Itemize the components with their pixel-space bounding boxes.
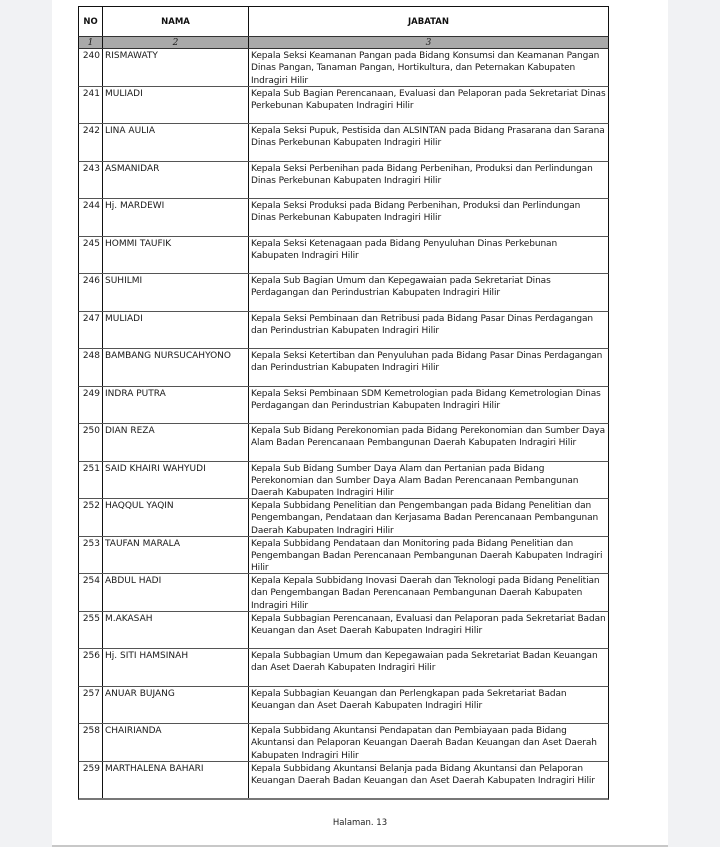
cell-no: 251 [79,462,103,499]
cell-no: 249 [79,387,103,424]
cell-nama: DIAN REZA [103,424,249,461]
cell-jabatan: Kepala Sub Bagian Umum dan Kepegawaian pada Sekretariat Dinas Perdagangan dan Perindustrian Kabupaten Indragiri Hilir [251,276,551,299]
cell-jabatan: Kepala Seksi Produksi pada Bidang Perbenihan, Produksi dan Perlindungan Dinas Perkebunan Kabupaten Indragiri Hilir [251,201,581,224]
cell-nama: MARTHALENA BAHARI [103,762,249,798]
cell-jabatan: Kepala Sub Bidang Sumber Daya Alam dan Pertanian pada Bidang Perekonomian dan Sumber Daya Alam Badan Perencanaan Pembangunan Daerah Kabupaten Indragiri Hilir [251,463,579,498]
cell-nama: RISMAWATY [103,49,249,86]
cell-jabatan: Kepala Kepala Subbidang Inovasi Daerah dan Teknologi pada Bidang Penelitian dan Pengembangan Badan Perencanaan Pembangunan Daerah Kabupaten Indragiri Hilir [251,576,600,611]
cell-nama: ANUAR BUJANG [103,687,249,724]
cell-nama: SUHILMI [103,274,249,311]
table-row [78,162,609,200]
cell-no: 258 [79,724,103,761]
cell-nama: M.AKASAH [103,612,249,649]
table-header [78,6,609,37]
table-row [78,237,609,275]
cell-nama: SAID KHAIRI WAHYUDI [103,462,249,499]
cell-no: 241 [79,87,103,124]
table-body [78,49,609,800]
cell-no: 247 [79,312,103,349]
cell-no: 248 [79,349,103,386]
table-row [78,574,609,612]
cell-jabatan: Kepala Subbidang Penelitian dan Pengembangan pada Bidang Penelitian dan Pengembangan, Pendataan dan Kerjasama Badan Perencanaan Pembangunan Daerah Kabupaten Indragiri Hilir [251,501,599,536]
table-row [78,649,609,687]
cell-nama: HOMMI TAUFIK [103,237,249,274]
cell-jabatan: Kepala Seksi Keamanan Pangan pada Bidang Konsumsi dan Keamanan Pangan Dinas Pangan, Tanaman Pangan, Hortikultura, dan Peternakan Kabupaten Indragiri Hilir [251,51,600,86]
cell-nama: ASMANIDAR [103,162,249,199]
table-row [78,537,609,575]
cell-jabatan: Kepala Seksi Pembinaan dan Retribusi pada Bidang Pasar Dinas Perdagangan dan Perindustrian Kabupaten Indragiri Hilir [251,313,593,336]
cell-no: 242 [79,124,103,161]
column-number-nama: 2 [103,37,249,48]
cell-nama: LINA AULIA [103,124,249,161]
table-row [78,499,609,537]
table-row [78,724,609,762]
table-row [78,762,609,800]
column-number-row [78,37,609,49]
table-row [78,312,609,350]
cell-nama: ABDUL HADI [103,574,249,611]
page-number: Halaman. 13 [332,818,388,828]
cell-no: 254 [79,574,103,611]
cell-no: 255 [79,612,103,649]
cell-no: 245 [79,237,103,274]
cell-no: 243 [79,162,103,199]
table-row [78,349,609,387]
table-row [78,274,609,312]
table-row [78,462,609,500]
cell-nama: CHAIRIANDA [103,724,249,761]
cell-jabatan: Kepala Subbidang Pendataan dan Monitoring pada Bidang Penelitian dan Pengembangan Badan Perencanaan Pembangunan Daerah Kabupaten Indragiri Hilir [251,538,603,573]
cell-jabatan: Kepala Seksi Pembinaan SDM Kemetrologian pada Bidang Kemetrologian Dinas Perdagangan dan Perindustrian Kabupaten Indragiri Hilir [251,388,601,411]
table-row [78,199,609,237]
cell-jabatan: Kepala Sub Bagian Perencanaan, Evaluasi dan Pelaporan pada Sekretariat Dinas Perkebunan Kabupaten Indragiri Hilir [251,88,606,111]
table-row [78,87,609,125]
cell-nama: Hj. SITI HAMSINAH [103,649,249,686]
header-nama: NAMA [103,7,249,36]
table-row [78,612,609,650]
cell-nama: TAUFAN MARALA [103,537,249,574]
cell-no: 250 [79,424,103,461]
cell-no: 240 [79,49,103,86]
cell-nama: Hj. MARDEWI [103,199,249,236]
table-row [78,687,609,725]
document-page [52,0,668,845]
cell-jabatan: Kepala Seksi Pupuk, Pestisida dan ALSINTAN pada Bidang Prasarana dan Sarana Dinas Perkebunan Kabupaten Indragiri Hilir [251,126,605,149]
table-row [78,49,609,87]
header-jabatan: JABATAN [408,16,449,27]
cell-nama: INDRA PUTRA [103,387,249,424]
cell-no: 253 [79,537,103,574]
cell-nama: MULIADI [103,312,249,349]
cell-jabatan: Kepala Subbidang Akuntansi Pendapatan dan Pembiayaan pada Bidang Akuntansi dan Pelaporan Keuangan Daerah Badan Keuangan dan Aset Daerah Kabupaten Indragiri Hilir [251,726,597,761]
officials-table [78,6,609,800]
cell-nama: HAQQUL YAQIN [103,499,249,536]
column-number-jabatan: 3 [425,37,432,48]
column-number-no: 1 [79,37,103,48]
cell-jabatan: Kepala Subbagian Umum dan Kepegawaian pada Sekretariat Badan Keuangan dan Aset Daerah Kabupaten Indragiri Hilir [251,651,598,674]
table-row [78,124,609,162]
cell-no: 252 [79,499,103,536]
cell-jabatan: Kepala Sub Bidang Perekonomian pada Bidang Perekonomian dan Sumber Daya Alam Badan Perencanaan Pembangunan Daerah Kabupaten Indragiri Hilir [251,426,606,449]
cell-jabatan: Kepala Subbagian Perencanaan, Evaluasi dan Pelaporan pada Sekretariat Badan Keuangan dan Aset Daerah Kabupaten Indragiri Hilir [251,613,606,636]
cell-jabatan: Kepala Subbagian Keuangan dan Perlengkapan pada Sekretariat Badan Keuangan dan Aset Daerah Kabupaten Indragiri Hilir [251,688,567,711]
cell-no: 259 [79,762,103,798]
cell-no: 244 [79,199,103,236]
cell-no: 257 [79,687,103,724]
cell-jabatan: Kepala Subbidang Akuntansi Belanja pada Bidang Akuntansi dan Pelaporan Keuangan Daerah Badan Keuangan dan Aset Daerah Kabupaten Indragiri Hilir [251,763,595,786]
cell-no: 246 [79,274,103,311]
cell-no: 256 [79,649,103,686]
cell-jabatan: Kepala Seksi Perbenihan pada Bidang Perbenihan, Produksi dan Perlindungan Dinas Perkebunan Kabupaten Indragiri Hilir [251,163,593,186]
cell-jabatan: Kepala Seksi Ketertiban dan Penyuluhan pada Bidang Pasar Dinas Perdagangan dan Perindustrian Kabupaten Indragiri Hilir [251,351,603,374]
cell-nama: MULIADI [103,87,249,124]
table-row [78,387,609,425]
header-no: NO [79,7,103,36]
cell-jabatan: Kepala Seksi Ketenagaan pada Bidang Penyuluhan Dinas Perkebunan Kabupaten Indragiri Hilir [251,238,558,261]
table-row [78,424,609,462]
cell-nama: BAMBANG NURSUCAHYONO [103,349,249,386]
